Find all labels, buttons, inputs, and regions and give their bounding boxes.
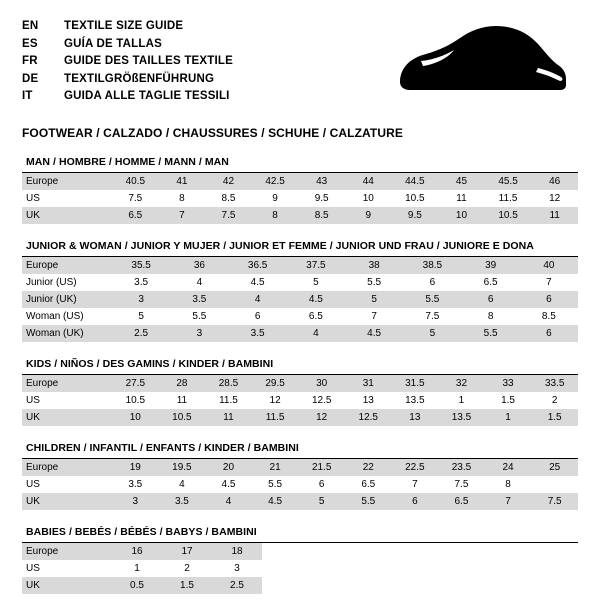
section-title: BABIES / BEBÉS / BÉBÉS / BABYS / BAMBINI [26,526,257,538]
row-label: UK [22,577,112,594]
size-cell: 5.5 [170,308,228,325]
size-cell: 7 [345,308,403,325]
size-cell: 10.5 [485,207,532,224]
size-cell: 40.5 [112,173,159,190]
size-cell: 16 [112,543,162,560]
size-cell: 31 [345,375,392,392]
size-cell [531,476,578,493]
size-table [22,375,578,426]
language-row [22,36,233,54]
size-cell: 4.5 [345,325,403,342]
size-cell: 33.5 [531,375,578,392]
table-row [22,325,578,342]
size-cell: 18 [212,543,262,560]
size-cell: 37.5 [287,257,345,274]
size-cell: 19.5 [159,459,206,476]
language-title: GUÍA DE TALLAS [64,37,162,50]
size-cell: 5 [345,291,403,308]
table-row [22,577,578,594]
size-cell: 38 [345,257,403,274]
size-cell: 11.5 [485,190,532,207]
row-label: US [22,560,112,577]
size-cell: 3 [112,291,170,308]
size-cell: 13 [392,409,439,426]
size-cell: 8.5 [520,308,578,325]
size-cell: 5 [298,493,345,510]
size-cell: 7.5 [403,308,461,325]
size-cell: 7 [485,493,532,510]
size-cell: 5 [403,325,461,342]
size-cell: 8 [462,308,520,325]
size-cell: 27.5 [112,375,159,392]
size-cell: 11.5 [252,409,299,426]
size-cell: 24 [485,459,532,476]
table-row [22,459,578,476]
row-label: Europe [22,375,112,392]
filler-cell [262,543,578,560]
size-cell: 6 [403,274,461,291]
size-section [22,156,578,224]
size-cell: 21.5 [298,459,345,476]
size-section [22,240,578,342]
language-title: GUIDA ALLE TAGLIE TESSILI [64,90,230,102]
size-cell: 23.5 [438,459,485,476]
table-row [22,308,578,325]
size-cell: 7 [392,476,439,493]
size-cell: 6.5 [345,476,392,493]
size-cell: 13.5 [438,409,485,426]
language-row [22,18,233,36]
size-cell: 6 [462,291,520,308]
row-label: UK [22,409,112,426]
language-code: ES [22,37,38,50]
size-cell: 3.5 [112,274,170,291]
row-label: US [22,190,112,207]
row-label: Woman (UK) [22,325,112,342]
row-label: Europe [22,459,112,476]
language-code: EN [22,20,39,32]
size-cell: 2.5 [212,577,262,594]
language-code: IT [22,90,33,102]
size-cell: 43 [298,173,345,190]
size-table [22,173,578,224]
size-cell: 9.5 [298,190,345,207]
table-row [22,190,578,207]
size-cell: 9 [345,207,392,224]
size-cell: 9 [252,190,299,207]
page-subtitle: FOOTWEAR / CALZADO / CHAUSSURES / SCHUHE / CALZATURE [22,126,403,140]
size-cell: 39 [462,257,520,274]
size-cell: 10 [345,190,392,207]
row-label: Junior (UK) [22,291,112,308]
size-cell: 4.5 [205,476,252,493]
size-cell: 4 [205,493,252,510]
table-row [22,274,578,291]
size-cell: 6.5 [287,308,345,325]
size-cell: 5 [112,308,170,325]
row-label: Europe [22,257,112,274]
size-cell: 38.5 [403,257,461,274]
size-cell: 41 [159,173,206,190]
size-cell: 31.5 [392,375,439,392]
size-cell: 6 [520,291,578,308]
row-label: Junior (US) [22,274,112,291]
size-sections [22,156,578,594]
row-label: Europe [22,173,112,190]
size-cell: 13 [345,392,392,409]
size-table [22,459,578,510]
size-cell: 7.5 [438,476,485,493]
size-cell: 6.5 [438,493,485,510]
size-cell: 33 [485,375,532,392]
language-title-list [22,18,233,106]
size-table [22,257,578,342]
table-row [22,291,578,308]
size-cell: 3.5 [170,291,228,308]
row-label: US [22,392,112,409]
size-cell: 36 [170,257,228,274]
size-cell: 3.5 [159,493,206,510]
size-cell: 10 [438,207,485,224]
size-cell: 2.5 [112,325,170,342]
size-cell: 3.5 [229,325,287,342]
size-cell: 6 [520,325,578,342]
size-table [22,543,578,594]
section-title: JUNIOR & WOMAN / JUNIOR Y MUJER / JUNIOR ET FEMME / JUNIOR UND FRAU / JUNIORE E DONA [26,240,534,252]
table-row [22,476,578,493]
size-cell: 10.5 [159,409,206,426]
section-title: KIDS / NIÑOS / DES GAMINS / KINDER / BAMBINI [26,358,274,370]
size-cell: 36.5 [229,257,287,274]
size-cell: 7.5 [205,207,252,224]
language-code: FR [22,55,38,67]
filler-cell [262,577,578,594]
size-cell: 1 [438,392,485,409]
size-cell: 8.5 [298,207,345,224]
size-cell: 1.5 [485,392,532,409]
size-cell: 12.5 [345,409,392,426]
size-cell: 22 [345,459,392,476]
size-cell: 29.5 [252,375,299,392]
size-cell: 21 [252,459,299,476]
size-section [22,358,578,426]
size-section [22,442,578,510]
row-label: UK [22,207,112,224]
size-cell: 6 [392,493,439,510]
page-header [22,18,578,110]
size-cell: 13.5 [392,392,439,409]
table-row [22,257,578,274]
size-cell: 6 [298,476,345,493]
size-cell: 12 [531,190,578,207]
table-row [22,173,578,190]
size-cell: 2 [531,392,578,409]
size-cell: 5.5 [345,274,403,291]
row-label: Woman (US) [22,308,112,325]
size-cell: 28.5 [205,375,252,392]
dress-shoe-icon [388,24,568,100]
size-cell: 5 [287,274,345,291]
size-cell: 6.5 [462,274,520,291]
size-cell: 3 [112,493,159,510]
row-label: Europe [22,543,112,560]
table-row [22,560,578,577]
size-cell: 11 [438,190,485,207]
size-cell: 4.5 [252,493,299,510]
size-cell: 2 [162,560,212,577]
table-row [22,375,578,392]
table-row [22,409,578,426]
size-cell: 35.5 [112,257,170,274]
size-cell: 4.5 [287,291,345,308]
size-cell: 4 [170,274,228,291]
size-cell: 5.5 [252,476,299,493]
filler-cell [262,560,578,577]
size-cell: 46 [531,173,578,190]
table-row [22,392,578,409]
size-cell: 10.5 [392,190,439,207]
size-cell: 6.5 [112,207,159,224]
size-cell: 17 [162,543,212,560]
size-cell: 11 [205,409,252,426]
section-title: CHILDREN / INFANTIL / ENFANTS / KINDER / BAMBINI [26,442,299,454]
size-cell: 3 [212,560,262,577]
language-title: TEXTILGRÖßENFÜHRUNG [64,72,215,85]
size-cell: 7.5 [112,190,159,207]
size-cell: 30 [298,375,345,392]
size-cell: 9.5 [392,207,439,224]
size-cell: 11 [159,392,206,409]
row-label: UK [22,493,112,510]
language-row [22,53,233,71]
size-cell: 20 [205,459,252,476]
size-cell: 42 [205,173,252,190]
size-cell: 19 [112,459,159,476]
size-cell: 1.5 [162,577,212,594]
size-cell: 7 [520,274,578,291]
language-row [22,71,233,89]
size-cell: 4 [229,291,287,308]
size-cell: 8 [485,476,532,493]
size-cell: 8.5 [205,190,252,207]
size-cell: 28 [159,375,206,392]
language-title: TEXTILE SIZE GUIDE [64,20,184,32]
language-code: DE [22,72,39,85]
size-cell: 1.5 [531,409,578,426]
size-cell: 1 [112,560,162,577]
size-cell: 12.5 [298,392,345,409]
language-row [22,88,233,106]
size-cell: 8 [252,207,299,224]
size-cell: 10 [112,409,159,426]
size-cell: 5.5 [345,493,392,510]
row-label: US [22,476,112,493]
size-cell: 11 [531,207,578,224]
language-title-body [22,18,233,106]
table-row [22,543,578,560]
size-cell: 0.5 [112,577,162,594]
size-cell: 4 [287,325,345,342]
language-title: GUIDE DES TAILLES TEXTILE [64,55,233,67]
size-cell: 32 [438,375,485,392]
size-cell: 45.5 [485,173,532,190]
size-cell: 3 [170,325,228,342]
size-cell: 7.5 [531,493,578,510]
size-cell: 12 [252,392,299,409]
size-cell: 4 [159,476,206,493]
size-cell: 44.5 [392,173,439,190]
size-cell: 25 [531,459,578,476]
size-cell: 42.5 [252,173,299,190]
size-cell: 3.5 [112,476,159,493]
size-cell: 10.5 [112,392,159,409]
size-cell: 5.5 [462,325,520,342]
size-cell: 40 [520,257,578,274]
size-section [22,526,578,594]
size-cell: 44 [345,173,392,190]
size-cell: 8 [159,190,206,207]
size-cell: 12 [298,409,345,426]
table-row [22,207,578,224]
size-cell: 7 [159,207,206,224]
size-cell: 11.5 [205,392,252,409]
size-cell: 45 [438,173,485,190]
table-row [22,493,578,510]
size-cell: 1 [485,409,532,426]
size-cell: 22.5 [392,459,439,476]
size-cell: 6 [229,308,287,325]
section-title: MAN / HOMBRE / HOMME / MANN / MAN [26,156,229,168]
size-cell: 4.5 [229,274,287,291]
size-cell: 5.5 [403,291,461,308]
